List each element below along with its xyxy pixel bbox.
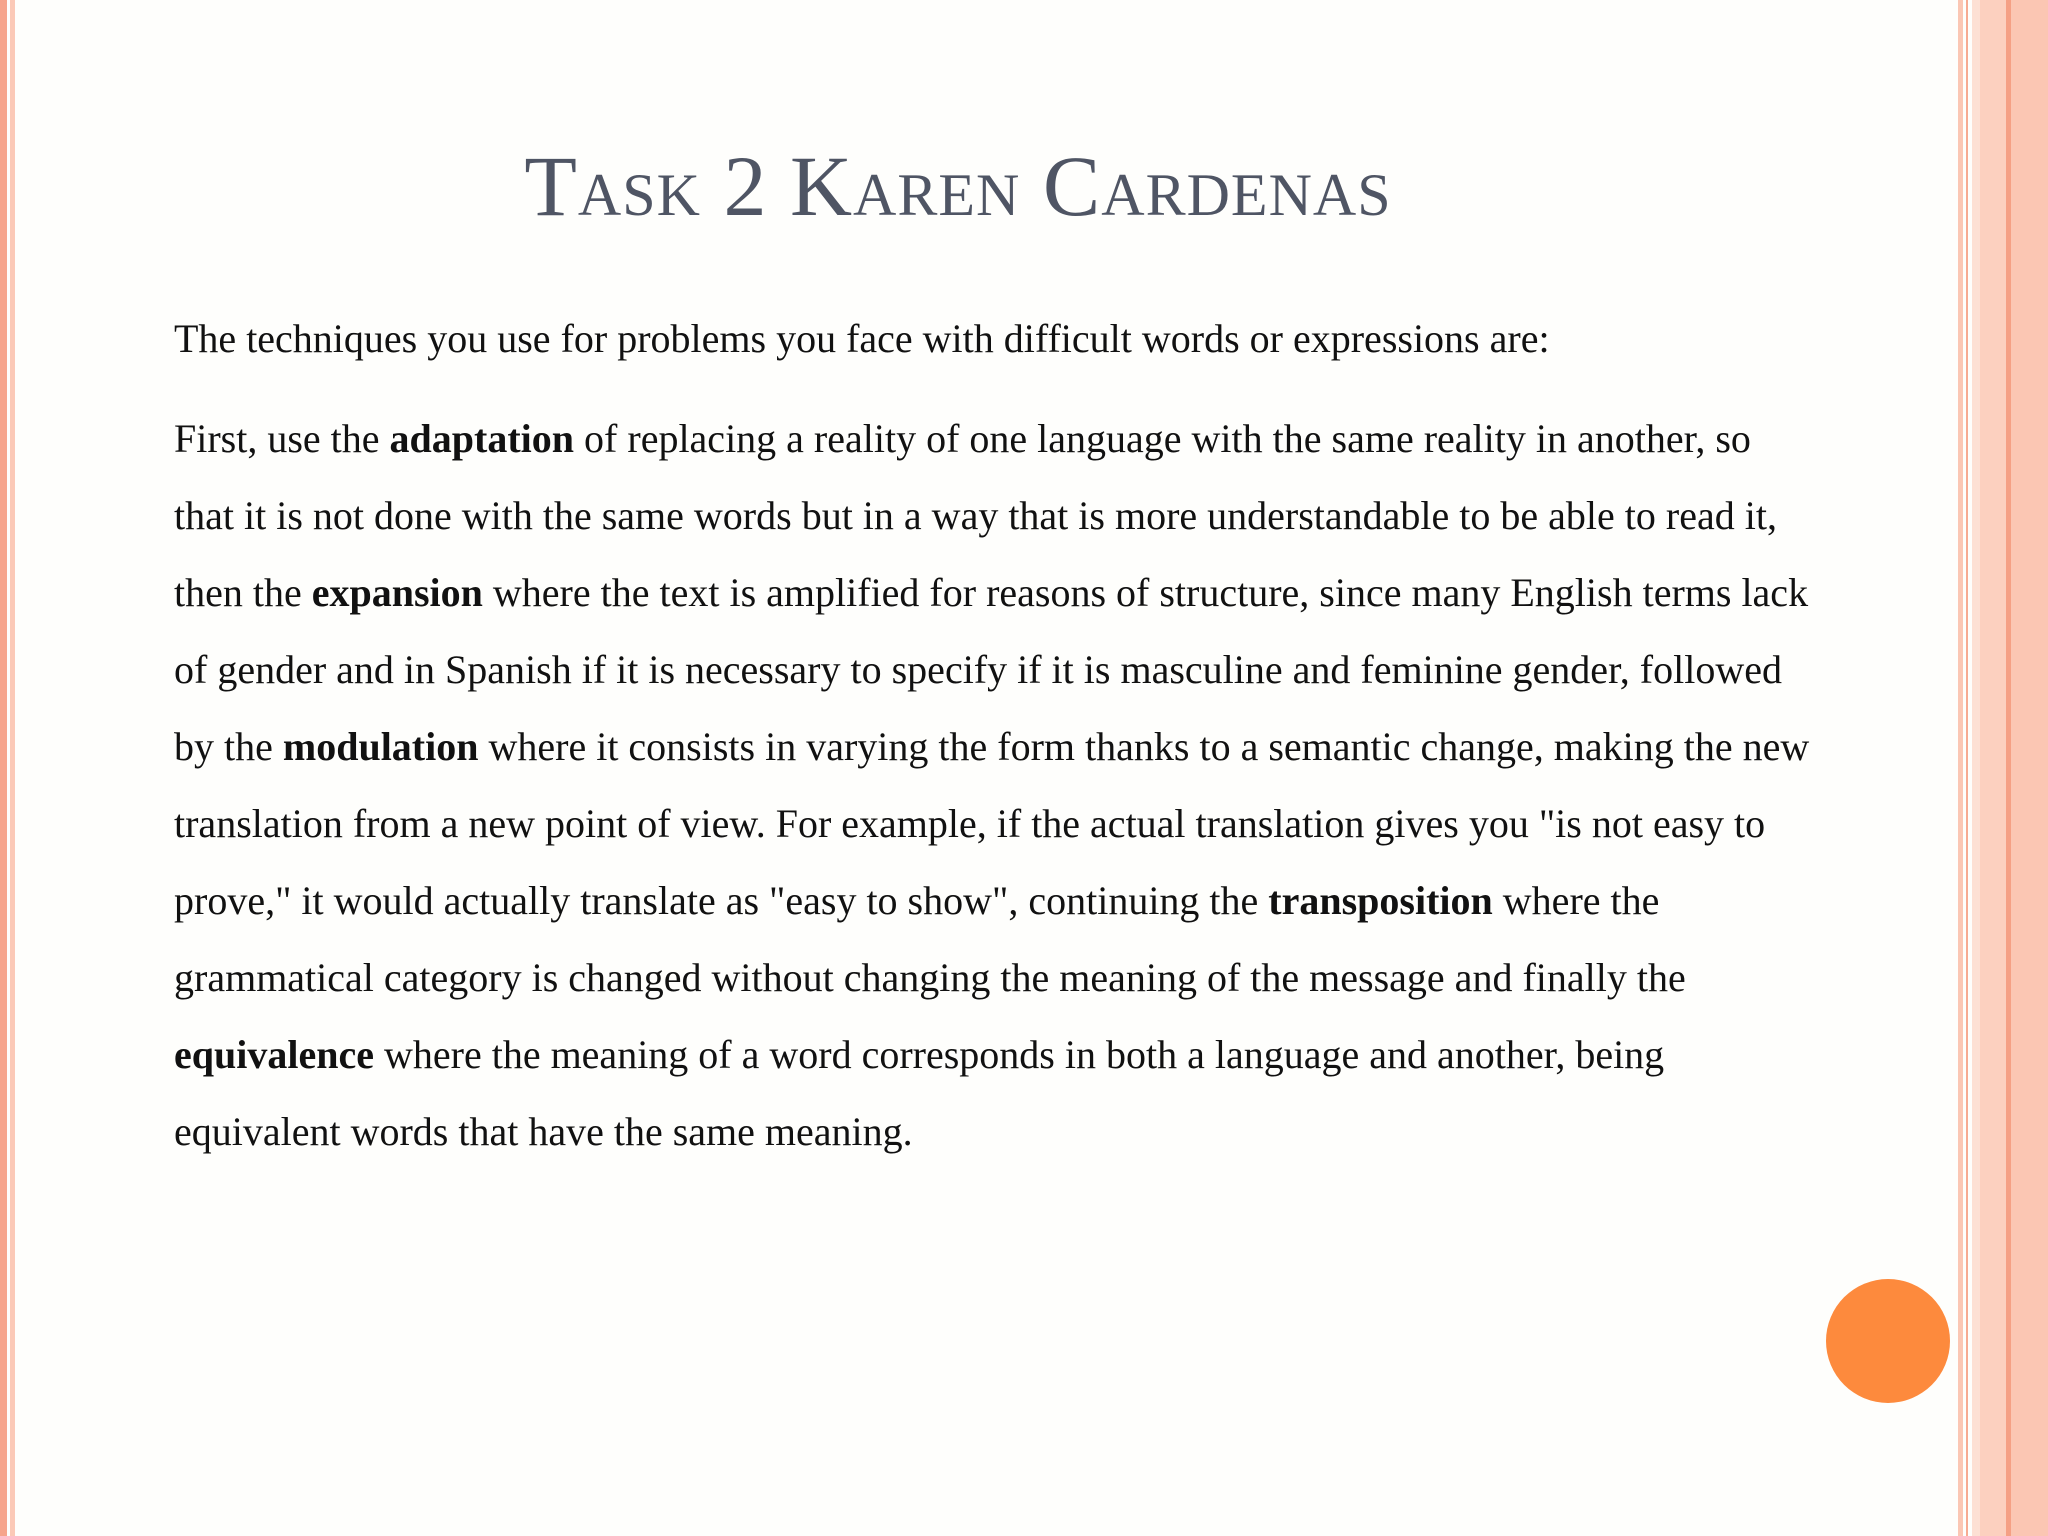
term-transposition: transposition (1268, 878, 1493, 923)
text-run: where the meaning of a word corresponds in both a language and another, being equivalent words that have the same meaning. (174, 1032, 1665, 1154)
body-paragraph (174, 400, 1814, 1170)
right-border-stripe (1980, 0, 2006, 1536)
right-border-stripe (2011, 0, 2048, 1536)
text-run: where the text is amplified for reasons of structure, since many English terms lack of gender and in Spanish if it is necessary to specify if it is masculine and feminine gender, followed by the (174, 570, 1809, 769)
text-run: where the grammatical category is changed without changing the meaning of the message and finally the (174, 878, 1686, 1000)
text-run: where it consists in varying the form thanks to a semantic change, making the new translation from a new point of view. For example, if the actual translation gives you "is not easy to prove," it would actually translate as "easy to show", continuing the (174, 724, 1810, 923)
decorative-circle (1826, 1279, 1950, 1403)
right-border-stripe (1972, 0, 1980, 1536)
right-border-stripe (1966, 0, 1968, 1536)
term-equivalence: equivalence (174, 1032, 374, 1077)
text-run: First, use the (174, 416, 390, 461)
intro-text: The techniques you use for problems you face with difficult words or expressions are: (174, 316, 1550, 361)
term-expansion: expansion (311, 570, 483, 615)
term-adaptation: adaptation (389, 416, 575, 461)
slide-title: Task 2 Karen Cardenas (524, 138, 1392, 234)
term-modulation: modulation (282, 724, 479, 769)
right-border-stripe (1958, 0, 1963, 1536)
text-run: of replacing a reality of one language with the same reality in another, so that it is not done with the same words but in a way that is more understandable to be able to read it, then the (174, 416, 1777, 615)
